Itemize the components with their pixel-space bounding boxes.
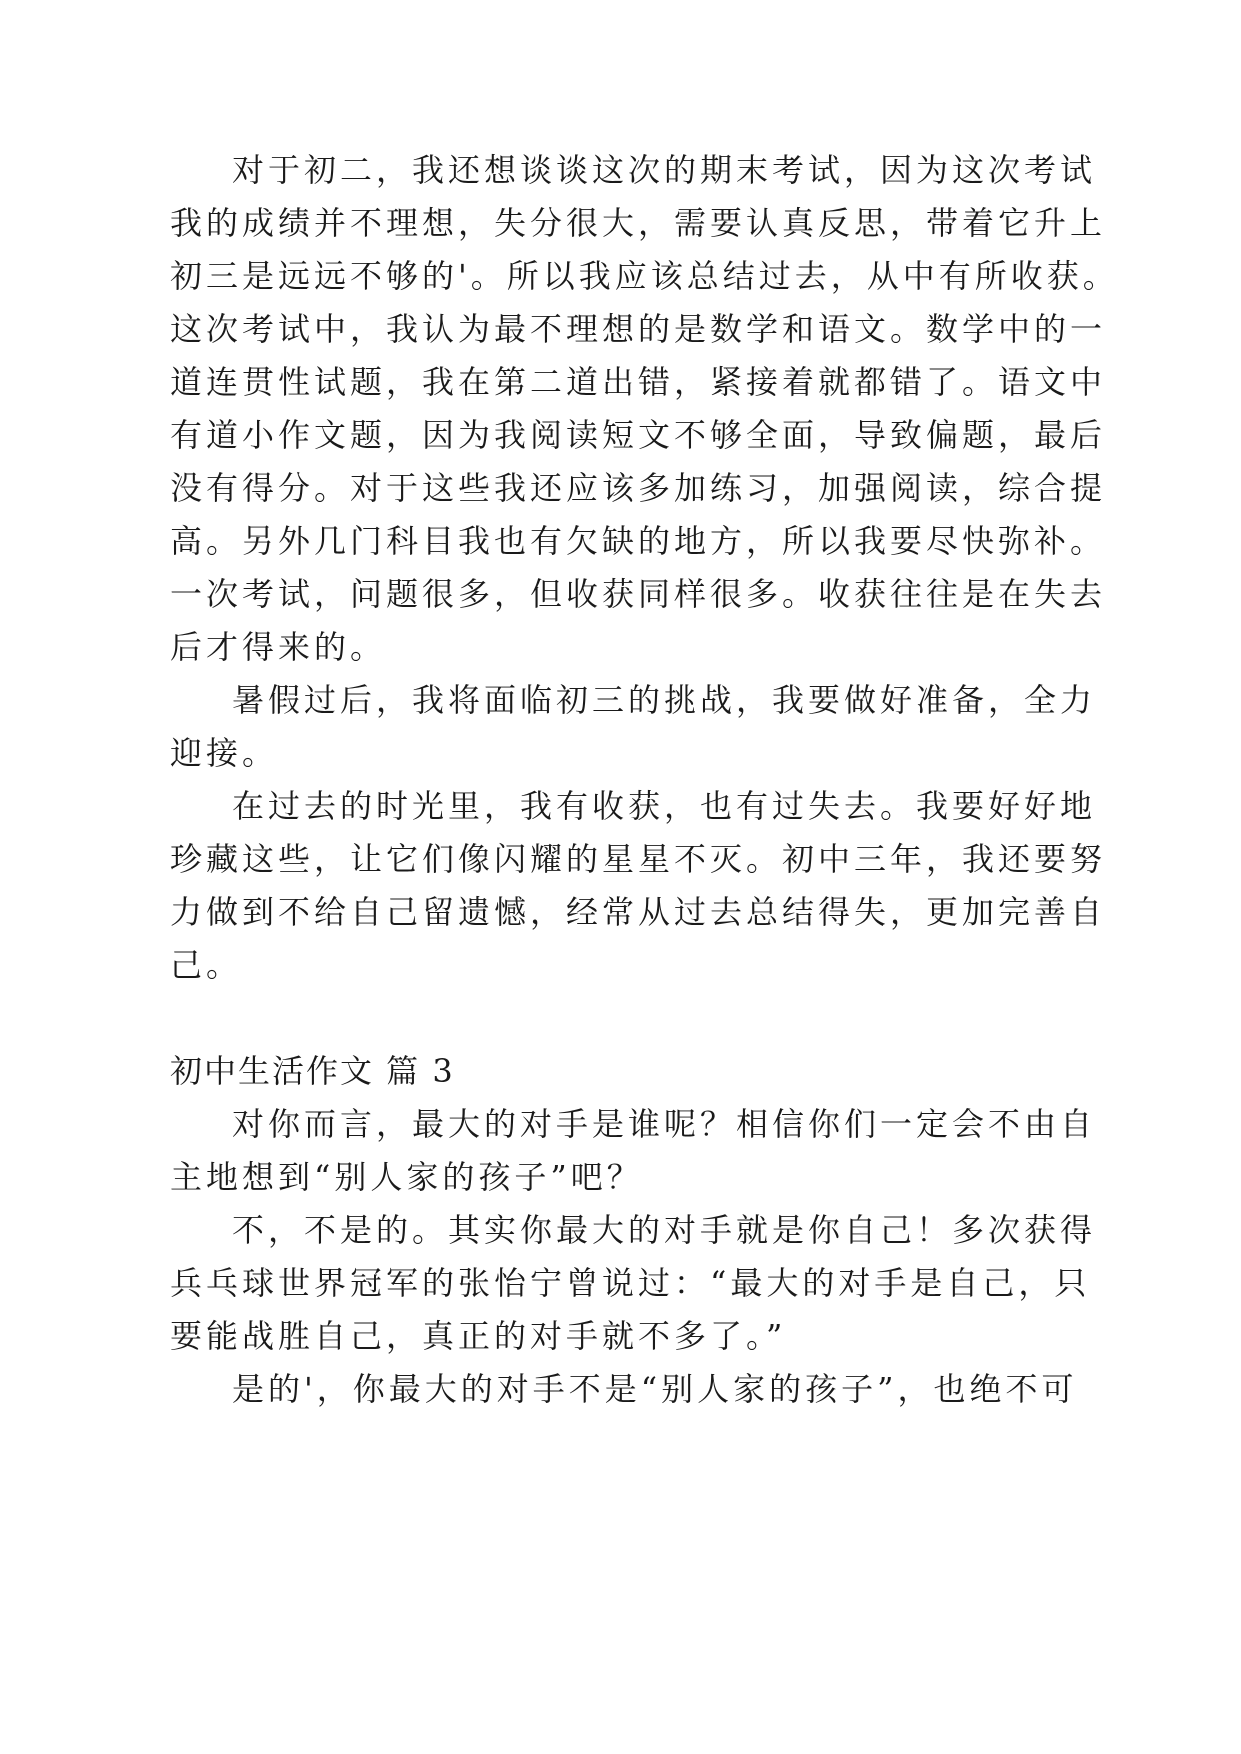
text-line: 高。另外几门科目我也有欠缺的地方，所以我要尽快弥补。 <box>170 522 1107 560</box>
text-line: 对你而言，最大的对手是谁呢？相信你们一定会不由自 <box>232 1105 1097 1143</box>
text-line: 道连贯性试题，我在第二道出错，紧接着就都错了。语文中 <box>170 363 1107 401</box>
text-line: 没有得分。对于这些我还应该多加练习，加强阅读，综合提 <box>170 469 1107 507</box>
text-line: 在过去的时光里，我有收获，也有过失去。我要好好地 <box>232 787 1097 825</box>
text-line: 有道小作文题，因为我阅读短文不够全面，导致偏题，最后 <box>170 416 1107 454</box>
text-line: 珍藏这些，让它们像闪耀的星星不灭。初中三年，我还要努 <box>170 840 1107 878</box>
text-line: 暑假过后，我将面临初三的挑战，我要做好准备，全力 <box>232 681 1097 719</box>
text-line: 后才得来的。 <box>170 628 387 666</box>
text-line: 主地想到“别人家的孩子”吧？ <box>170 1158 643 1196</box>
text-line: 对于初二，我还想谈谈这次的期末考试，因为这次考试 <box>232 151 1097 189</box>
section-heading: 初中生活作文 篇 3 <box>170 1052 455 1090</box>
text-line: 初三是远远不够的'。所以我应该总结过去，从中有所收获。 <box>170 257 1119 295</box>
text-line: 这次考试中，我认为最不理想的是数学和语文。数学中的一 <box>170 310 1107 348</box>
text-line: 要能战胜自己，真正的对手就不多了。” <box>170 1317 787 1355</box>
text-line: 力做到不给自己留遗憾，经常从过去总结得失，更加完善自 <box>170 893 1107 931</box>
text-line: 迎接。 <box>170 734 279 772</box>
text-line: 不，不是的。其实你最大的对手就是你自己！多次获得 <box>232 1211 1097 1249</box>
text-line: 是的'，你最大的对手不是“别人家的孩子”，也绝不可 <box>232 1370 1078 1408</box>
text-line: 一次考试，问题很多，但收获同样很多。收获往往是在失去 <box>170 575 1107 613</box>
text-line: 兵乓球世界冠军的张怡宁曾说过：“最大的对手是自己，只 <box>170 1264 1091 1302</box>
text-line: 我的成绩并不理想，失分很大，需要认真反思，带着它升上 <box>170 204 1107 242</box>
text-line: 己。 <box>170 946 243 984</box>
